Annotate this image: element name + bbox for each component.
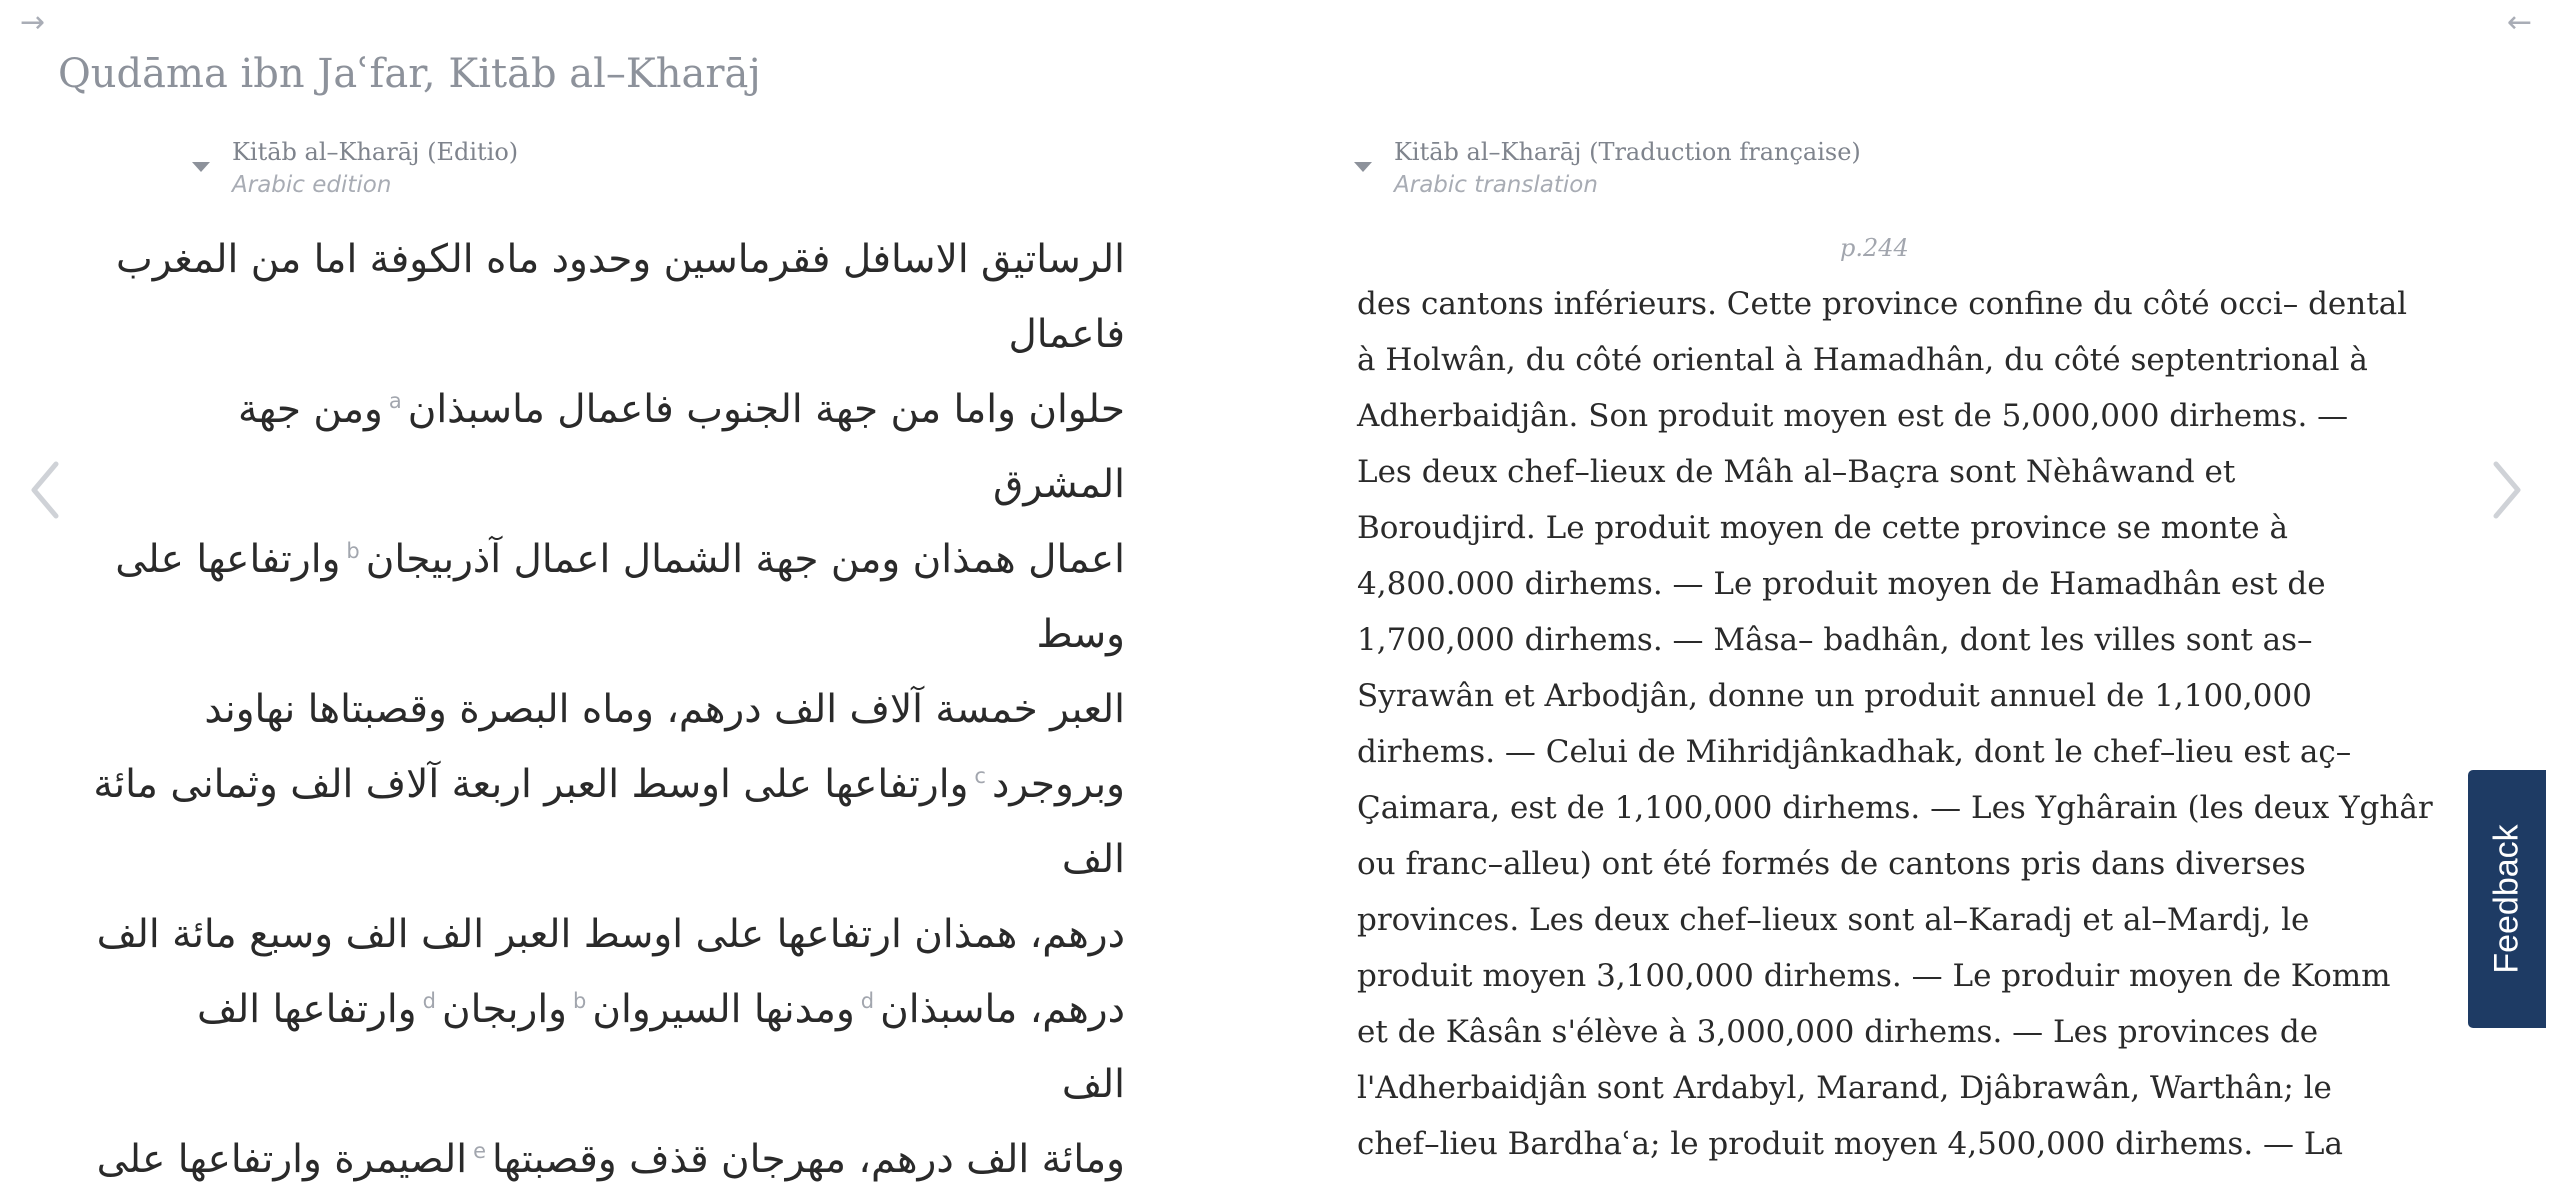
- left-panel-header: [195, 138, 518, 198]
- french-line: dirhems. — Celui de Mihridjânkadhak, dont le chef–lieu est aç–: [1357, 734, 2352, 770]
- french-line: 1,700,000 dirhems. — Mâsa– badhân, dont les villes sont as–: [1357, 622, 2313, 658]
- arabic-segment: ومن جهة: [238, 387, 383, 432]
- footnote-marker[interactable]: d: [422, 989, 436, 1013]
- french-line: Les deux chef–lieux de Mâh al–Baçra sont Nèhâwand et: [1357, 454, 2236, 490]
- arabic-line: الف: [1061, 837, 1125, 882]
- arabic-segment: وبروجرد: [991, 762, 1125, 807]
- arabic-line: [115, 522, 1125, 597]
- french-line: Çaimara, est de 1,100,000 dirhems. — Les Yghârain (les deux Yghâr: [1357, 790, 2433, 826]
- french-line: l'Adherbaidjân sont Ardabyl, Marand, Djâbrawân, Warthân; le: [1357, 1070, 2332, 1106]
- french-line: des cantons inférieurs. Cette province confine du côté occi– dental: [1357, 286, 2408, 322]
- french-line: produit moyen 3,100,000 dirhems. — Le produir moyen de Komm: [1357, 958, 2391, 994]
- french-line: 4,800.000 dirhems. — Le produit moyen de Hamadhân est de: [1357, 566, 2326, 602]
- caret-down-icon[interactable]: [1354, 162, 1372, 172]
- arabic-segment: حلوان واما من جهة الجنوب فاعمال ماسبذان: [407, 387, 1125, 432]
- arabic-line: [93, 747, 1125, 822]
- arabic-segment: ومدنها السيروان: [592, 987, 855, 1032]
- arabic-line: [150, 972, 1125, 1047]
- edition-selector-left[interactable]: Kitāb al–Kharāj (Editio): [232, 138, 519, 166]
- french-line: et de Kâsân s'élève à 3,000,000 dirhems. — Les provinces de: [1357, 1014, 2319, 1050]
- arabic-line: فاعمال: [1008, 312, 1125, 357]
- edition-subtitle-left: Arabic edition: [232, 172, 392, 198]
- french-line: à Holwân, du côté oriental à Hamadhân, du côté septentrional à: [1357, 342, 2368, 378]
- right-panel-header: [1357, 138, 1861, 198]
- arabic-line: [150, 372, 1125, 447]
- footnote-marker[interactable]: b: [346, 539, 360, 563]
- arabic-segment: وارتفاعها الف: [197, 987, 417, 1032]
- edition-selector-right[interactable]: Kitāb al–Kharāj (Traduction française): [1394, 138, 1861, 166]
- feedback-label: Feedback: [2487, 824, 2526, 974]
- french-line: Boroudjird. Le produit moyen de cette province se monte à: [1357, 510, 2288, 546]
- edition-subtitle-right: Arabic translation: [1394, 172, 1598, 198]
- arabic-line: [96, 1122, 1125, 1197]
- arabic-line: الرساتيق الاسافل فقرماسين وحدود ماه الكوفة اما من المغرب: [115, 237, 1125, 282]
- page-marker: p.244: [1840, 234, 1909, 262]
- arabic-line: وسط: [1036, 612, 1125, 657]
- footnote-marker[interactable]: c: [974, 764, 986, 788]
- french-line: ou franc–alleu) ont été formés de cantons pris dans diverses: [1357, 846, 2306, 882]
- french-line: Adherbaidjân. Son produit moyen est de 5,000,000 dirhems. —: [1357, 398, 2349, 434]
- arabic-segment: ومائة الف درهم، مهرجان قذف وقصبتها: [491, 1137, 1125, 1182]
- french-line: chef–lieu Bardhaʿa; le produit moyen 4,500,000 dirhems. — La: [1357, 1126, 2343, 1162]
- arabic-line: درهم، همذان ارتفاعها على اوسط العبر الف الف وسبع مائة الف: [96, 912, 1125, 957]
- arabic-segment: اعمال همذان ومن جهة الشمال اعمال آذربيجان: [365, 537, 1125, 582]
- arabic-segment: الصيمرة وارتفاعها على: [96, 1137, 468, 1182]
- footnote-marker[interactable]: d: [860, 989, 875, 1013]
- arabic-segment: وارتفاعها على: [115, 537, 341, 582]
- french-line: Syrawân et Arbodjân, donne un produit annuel de 1,100,000: [1357, 678, 2312, 714]
- arabic-line: العبر خمسة آلاف الف درهم، وماه البصرة وقصبتاها نهاوند: [204, 687, 1125, 732]
- arrow-right-icon[interactable]: →: [20, 5, 46, 40]
- chevron-right-icon[interactable]: [2490, 460, 2524, 520]
- page-title: Qudāma ibn Jaʿfar, Kitāb al–Kharāj: [58, 50, 761, 97]
- footnote-marker[interactable]: a: [388, 389, 402, 413]
- feedback-button[interactable]: [2468, 770, 2546, 1028]
- footnote-marker[interactable]: e: [473, 1139, 486, 1163]
- arabic-line: الف: [1061, 1062, 1125, 1107]
- arabic-segment: واربجان: [441, 987, 568, 1032]
- caret-down-icon[interactable]: [192, 162, 210, 172]
- footnote-marker[interactable]: b: [573, 989, 587, 1013]
- arabic-text-panel: [93, 222, 1125, 1197]
- arrow-left-icon[interactable]: ←: [2506, 5, 2532, 40]
- arabic-segment: درهم، ماسبذان: [880, 987, 1125, 1032]
- arabic-segment: وارتفاعها على اوسط العبر اربعة آلاف الف وثمانى مائة: [93, 762, 969, 807]
- french-text-panel: [1357, 276, 2433, 1172]
- french-line: provinces. Les deux chef–lieux sont al–Karadj et al–Mardj, le: [1357, 902, 2310, 938]
- chevron-left-icon[interactable]: [28, 460, 62, 520]
- arabic-line: المشرق: [993, 462, 1125, 507]
